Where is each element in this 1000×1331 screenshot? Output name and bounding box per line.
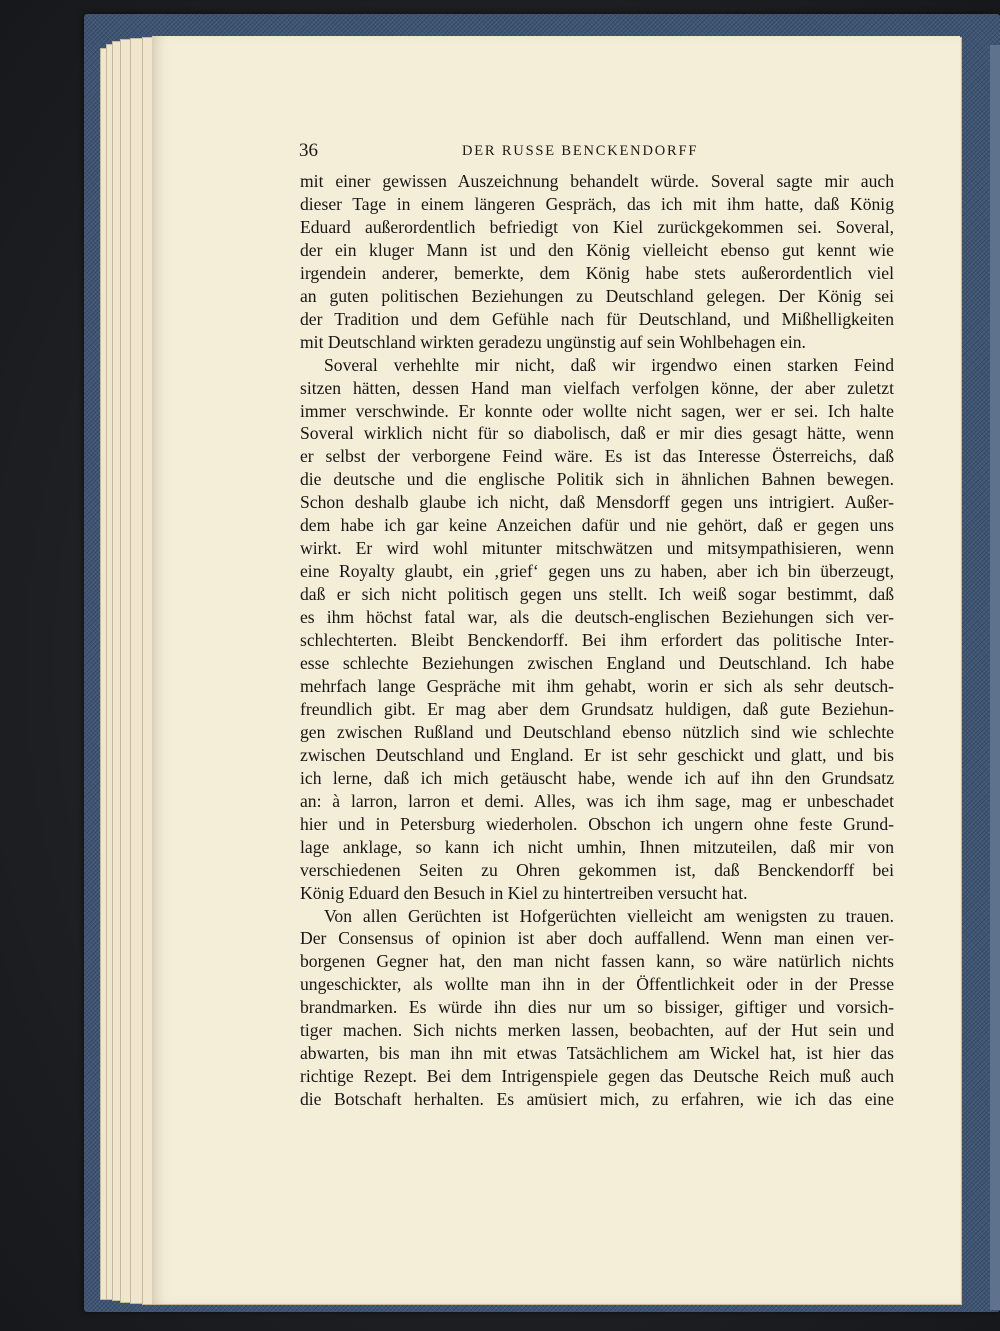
text-line: die Botschaft herhalten. Es amüsiert mich, zu erfahren, wie ich das eine (300, 1089, 894, 1110)
text-line: gen zwischen Rußland und Deutschland ebenso nützlich sind wie schlechte (300, 721, 894, 742)
text-line: verschiedenen Seiten zu Ohren gekommen ist, daß Benckendorff bei (300, 859, 894, 880)
text-line: Soveral verhehlte mir nicht, daß wir irgendwo einen starken Feind (324, 354, 894, 375)
text-line: schlechterten. Bleibt Benckendorff. Bei ihm erfordert das politische Inter- (300, 630, 894, 651)
text-line: mit einer gewissen Auszeichnung behandelt würde. Soveral sagte mir auch (300, 171, 894, 191)
text-line: eine Royalty glaubt, ein ‚grief‘ gegen uns zu haben, aber ich bin überzeugt, (300, 561, 894, 582)
text-line: ich lerne, daß ich mich getäuscht habe, wende ich auf ihn den Grundsatz (300, 767, 894, 788)
text-line: mit Deutschland wirkten geradezu ungünstig auf sein Wohlbehagen ein. (300, 331, 806, 352)
text-line: die deutsche und die englische Politik sich in ähnlichen Bahnen bewegen. (300, 469, 894, 490)
text-line: dieser Tage in einem längeren Gespräch, das ich mit ihm hatte, daß König (300, 193, 894, 214)
text-line: immer verschwinde. Er konnte oder wollte nicht sagen, wer er sei. Ich halte (300, 400, 894, 421)
text-line: abwarten, bis man ihn mit etwas Tatsächlichem am Wickel hat, ist hier das (300, 1043, 894, 1064)
text-line: daß er sich nicht politisch gegen uns stellt. Ich weiß sogar bestimmt, daß (300, 584, 894, 605)
text-line: dem habe ich gar keine Anzeichen dafür und nie gehört, daß er gegen uns (300, 515, 894, 536)
text-line: an: à larron, larron et demi. Alles, was ich ihm sage, mag er unbeschadet (300, 790, 894, 811)
text-line: esse schlechte Beziehungen zwischen England und Deutschland. Ich habe (300, 653, 894, 674)
text-line: brandmarken. Es würde ihn dies nur um so bissiger, giftiger und vorsich- (300, 997, 894, 1018)
text-line: lage anklage, so kann ich nicht umhin, Ihnen mitzuteilen, daß mir von (300, 836, 894, 857)
text-line: freundlich gibt. Er mag aber dem Grundsatz huldigen, daß gute Beziehun- (300, 698, 894, 719)
text-line: irgendein anderer, bemerkte, dem König habe stets außerordentlich viel (300, 262, 894, 283)
text-line: König Eduard den Besuch in Kiel zu hintertreiben versucht hat. (300, 882, 748, 903)
page-number: 36 (299, 140, 318, 161)
running-head: DER RUSSE BENCKENDORFF (462, 143, 699, 159)
text-line: ungeschickter, als wollte man ihn in der Öffentlichkeit oder in der Presse (300, 974, 894, 995)
text-line: zwischen Deutschland und England. Er ist sehr geschickt und glatt, und bis (300, 744, 894, 765)
text-line: er selbst der verborgene Feind wäre. Es ist das Interesse Österreichs, daß (300, 446, 894, 467)
text-line: Soveral wirklich nicht für so diabolisch, daß er mir dies gesagt hätte, wenn (300, 423, 894, 444)
text-line: hier und in Petersburg wiederholen. Obschon ich ungern ohne feste Grund- (300, 813, 894, 834)
text-line: der ein kluger Mann ist und den König vielleicht ebenso gut kennt wie (300, 239, 894, 260)
text-line: wirkt. Er wird wohl mitunter mitschwätzen und mitsympathisieren, wenn (300, 538, 894, 559)
text-line: Der Consensus of opinion ist aber doch auffallend. Wenn man einen ver- (300, 928, 894, 949)
cover-edge (990, 45, 1000, 1310)
text-line: der Tradition und dem Gefühle nach für Deutschland, und Mißhelligkeiten (300, 308, 894, 329)
text-line: Von allen Gerüchten ist Hofgerüchten vielleicht am wenigsten zu trauen. (324, 905, 894, 926)
text-line: tiger machen. Sich nichts merken lassen, beobachten, auf der Hut sein und (300, 1020, 894, 1041)
text-line: es ihm höchst fatal war, als die deutsch-englischen Beziehungen sich ver- (300, 607, 894, 628)
text-line: sitzen hätten, dessen Hand man vielfach verfolgen könne, der aber zuletzt (300, 377, 894, 398)
text-line: Eduard außerordentlich befriedigt von Kiel zurückgekommen sei. Soveral, (300, 216, 894, 237)
body-text (300, 170, 894, 1111)
text-line: borgenen Gegner hat, den man nicht fassen kann, so wäre natürlich nichts (300, 951, 894, 972)
text-line: richtige Rezept. Bei dem Intrigenspiele gegen das Deutsche Reich muß auch (300, 1066, 894, 1087)
text-line: mehrfach lange Gespräche mit ihm gehabt, worin er sich als sehr deutsch- (300, 675, 894, 696)
text-line: Schon deshalb glaube ich nicht, daß Mensdorff gegen uns intrigiert. Außer- (300, 492, 894, 513)
text-line: an guten politischen Beziehungen zu Deutschland gelegen. Der König sei (300, 285, 894, 306)
